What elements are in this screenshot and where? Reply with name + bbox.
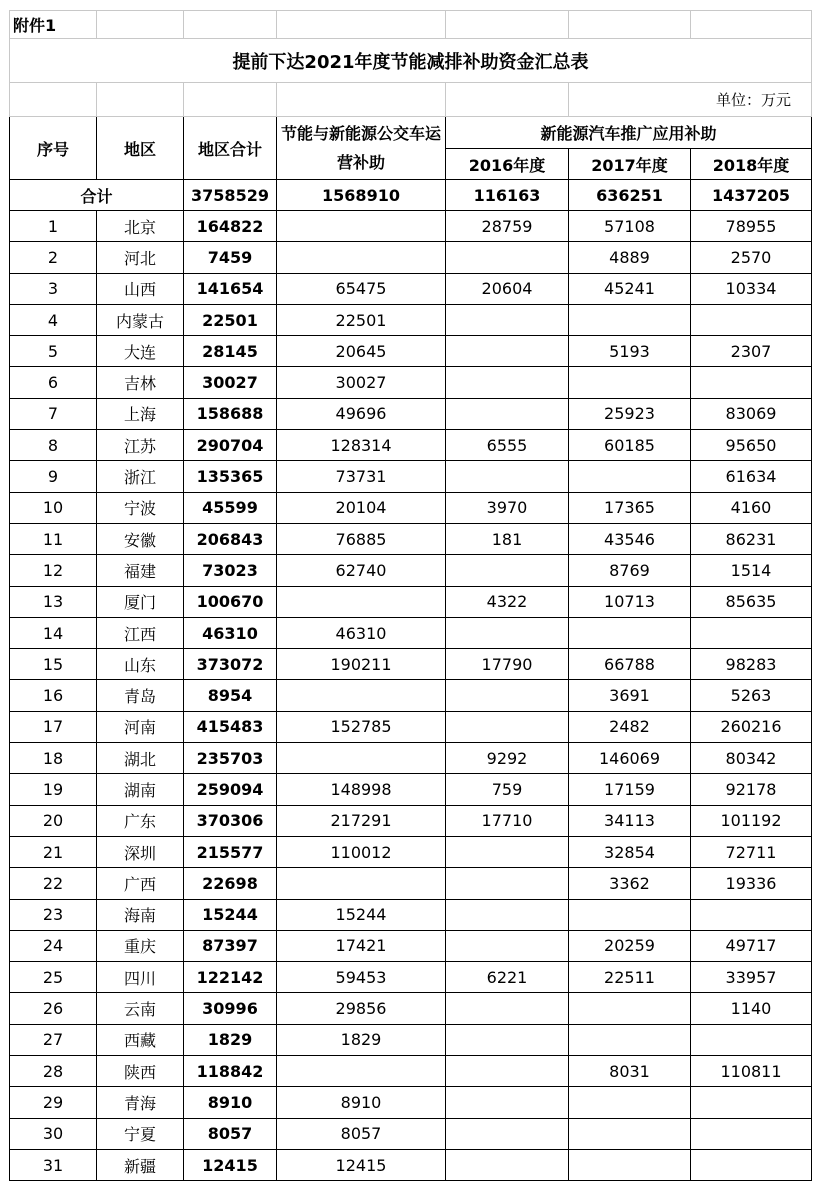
row-region: 江苏 (97, 430, 184, 461)
row-2017: 146069 (569, 743, 691, 774)
row-2016: 20604 (446, 273, 569, 304)
row-no: 25 (10, 962, 97, 993)
row-no: 10 (10, 492, 97, 523)
row-2018: 49717 (691, 930, 812, 961)
row-no: 16 (10, 680, 97, 711)
table-row (10, 868, 812, 899)
row-2016: 759 (446, 774, 569, 805)
row-region-total: 135365 (184, 461, 277, 492)
row-bus-subsidy: 12415 (277, 1149, 446, 1180)
row-no: 18 (10, 743, 97, 774)
row-bus-subsidy: 59453 (277, 962, 446, 993)
row-region-total: 373072 (184, 649, 277, 680)
row-2017: 43546 (569, 523, 691, 554)
row-2016 (446, 398, 569, 429)
row-2017 (569, 993, 691, 1024)
row-2016 (446, 993, 569, 1024)
row-2017: 45241 (569, 273, 691, 304)
row-2018: 1140 (691, 993, 812, 1024)
row-2017: 4889 (569, 242, 691, 273)
row-no: 5 (10, 336, 97, 367)
table-row (10, 836, 812, 867)
row-no: 4 (10, 304, 97, 335)
header-2018: 2018年度 (691, 149, 812, 180)
row-2017: 66788 (569, 649, 691, 680)
row-2018 (691, 367, 812, 398)
row-bus-subsidy: 128314 (277, 430, 446, 461)
row-2016 (446, 930, 569, 961)
row-region-total: 122142 (184, 962, 277, 993)
row-region-total: 28145 (184, 336, 277, 367)
row-bus-subsidy: 46310 (277, 617, 446, 648)
row-region: 重庆 (97, 930, 184, 961)
row-2016 (446, 1087, 569, 1118)
row-region: 湖南 (97, 774, 184, 805)
row-2017: 17159 (569, 774, 691, 805)
row-2017: 2482 (569, 711, 691, 742)
row-2017: 3362 (569, 868, 691, 899)
row-bus-subsidy: 15244 (277, 899, 446, 930)
row-2017 (569, 367, 691, 398)
row-region-total: 100670 (184, 586, 277, 617)
row-2016: 17710 (446, 805, 569, 836)
row-bus-subsidy: 65475 (277, 273, 446, 304)
totals-2016: 116163 (446, 180, 569, 211)
row-2017 (569, 617, 691, 648)
row-bus-subsidy (277, 242, 446, 273)
row-region-total: 158688 (184, 398, 277, 429)
row-bus-subsidy: 152785 (277, 711, 446, 742)
row-2017: 32854 (569, 836, 691, 867)
row-no: 24 (10, 930, 97, 961)
row-2016 (446, 1118, 569, 1149)
attachment-label: 附件1 (10, 11, 97, 39)
row-no: 2 (10, 242, 97, 273)
row-no: 3 (10, 273, 97, 304)
row-bus-subsidy: 73731 (277, 461, 446, 492)
table-row (10, 930, 812, 961)
row-region: 宁夏 (97, 1118, 184, 1149)
row-region: 北京 (97, 211, 184, 242)
row-region-total: 12415 (184, 1149, 277, 1180)
row-2016 (446, 868, 569, 899)
row-2017: 25923 (569, 398, 691, 429)
row-bus-subsidy: 8910 (277, 1087, 446, 1118)
row-region: 青岛 (97, 680, 184, 711)
header-region: 地区 (97, 117, 184, 180)
row-2018: 101192 (691, 805, 812, 836)
table-row (10, 617, 812, 648)
row-2017: 8769 (569, 555, 691, 586)
row-2017: 57108 (569, 211, 691, 242)
totals-2017: 636251 (569, 180, 691, 211)
table-row (10, 1149, 812, 1180)
row-bus-subsidy: 148998 (277, 774, 446, 805)
row-region: 江西 (97, 617, 184, 648)
row-region: 青海 (97, 1087, 184, 1118)
totals-2018: 1437205 (691, 180, 812, 211)
row-2017 (569, 1149, 691, 1180)
row-2017: 8031 (569, 1056, 691, 1087)
row-region: 西藏 (97, 1024, 184, 1055)
row-bus-subsidy (277, 586, 446, 617)
totals-region-total: 3758529 (184, 180, 277, 211)
row-2016 (446, 242, 569, 273)
row-2017: 3691 (569, 680, 691, 711)
row-region: 安徽 (97, 523, 184, 554)
table-row (10, 899, 812, 930)
row-bus-subsidy: 30027 (277, 367, 446, 398)
table-row (10, 993, 812, 1024)
table-row (10, 711, 812, 742)
row-region: 广西 (97, 868, 184, 899)
row-no: 30 (10, 1118, 97, 1149)
row-region: 河南 (97, 711, 184, 742)
row-2017 (569, 899, 691, 930)
row-region: 新疆 (97, 1149, 184, 1180)
table-row (10, 273, 812, 304)
row-no: 21 (10, 836, 97, 867)
row-region-total: 235703 (184, 743, 277, 774)
row-2017 (569, 1087, 691, 1118)
row-region: 福建 (97, 555, 184, 586)
row-region: 浙江 (97, 461, 184, 492)
row-region-total: 1829 (184, 1024, 277, 1055)
row-region-total: 8954 (184, 680, 277, 711)
row-2018: 95650 (691, 430, 812, 461)
row-bus-subsidy: 22501 (277, 304, 446, 335)
row-no: 11 (10, 523, 97, 554)
row-2017 (569, 1118, 691, 1149)
row-region-total: 206843 (184, 523, 277, 554)
row-2018 (691, 1087, 812, 1118)
row-2018: 98283 (691, 649, 812, 680)
row-no: 19 (10, 774, 97, 805)
table-row (10, 586, 812, 617)
row-region-total: 370306 (184, 805, 277, 836)
row-2016 (446, 304, 569, 335)
header-no: 序号 (10, 117, 97, 180)
row-bus-subsidy: 1829 (277, 1024, 446, 1055)
row-bus-subsidy: 76885 (277, 523, 446, 554)
row-region: 山西 (97, 273, 184, 304)
row-bus-subsidy: 62740 (277, 555, 446, 586)
row-2018: 2307 (691, 336, 812, 367)
row-2016: 3970 (446, 492, 569, 523)
table-row (10, 1024, 812, 1055)
row-no: 22 (10, 868, 97, 899)
row-bus-subsidy: 190211 (277, 649, 446, 680)
row-2018 (691, 1118, 812, 1149)
row-2018 (691, 304, 812, 335)
row-region-total: 141654 (184, 273, 277, 304)
header-row-1 (10, 117, 812, 149)
table-row (10, 430, 812, 461)
row-region: 河北 (97, 242, 184, 273)
row-bus-subsidy: 49696 (277, 398, 446, 429)
row-2016: 6555 (446, 430, 569, 461)
row-2016: 4322 (446, 586, 569, 617)
row-2017 (569, 461, 691, 492)
row-2018: 83069 (691, 398, 812, 429)
row-region: 山东 (97, 649, 184, 680)
row-region-total: 259094 (184, 774, 277, 805)
header-nev-subsidy: 新能源汽车推广应用补助 (446, 117, 812, 149)
row-bus-subsidy: 8057 (277, 1118, 446, 1149)
row-region-total: 30027 (184, 367, 277, 398)
attachment-row (10, 11, 812, 39)
row-2018: 10334 (691, 273, 812, 304)
row-no: 8 (10, 430, 97, 461)
row-bus-subsidy: 110012 (277, 836, 446, 867)
row-bus-subsidy: 217291 (277, 805, 446, 836)
row-2017: 5193 (569, 336, 691, 367)
row-no: 6 (10, 367, 97, 398)
row-2018 (691, 617, 812, 648)
row-2017: 34113 (569, 805, 691, 836)
row-no: 14 (10, 617, 97, 648)
row-region-total: 45599 (184, 492, 277, 523)
row-no: 29 (10, 1087, 97, 1118)
row-region-total: 8910 (184, 1087, 277, 1118)
table-row (10, 680, 812, 711)
table-row (10, 555, 812, 586)
row-2018: 72711 (691, 836, 812, 867)
row-2018: 92178 (691, 774, 812, 805)
row-2018 (691, 1024, 812, 1055)
row-2018: 33957 (691, 962, 812, 993)
row-region: 大连 (97, 336, 184, 367)
row-2017: 22511 (569, 962, 691, 993)
row-2018: 2570 (691, 242, 812, 273)
totals-bus: 1568910 (277, 180, 446, 211)
header-region-total: 地区合计 (184, 117, 277, 180)
row-region-total: 8057 (184, 1118, 277, 1149)
row-2017: 60185 (569, 430, 691, 461)
table-row (10, 398, 812, 429)
page-title: 提前下达2021年度节能减排补助资金汇总表 (10, 39, 812, 83)
table-row (10, 1118, 812, 1149)
row-2016: 9292 (446, 743, 569, 774)
header-bus-subsidy: 节能与新能源公交车运营补助 (277, 117, 446, 180)
row-2016 (446, 1024, 569, 1055)
table-row (10, 242, 812, 273)
row-region: 宁波 (97, 492, 184, 523)
row-2018: 1514 (691, 555, 812, 586)
row-2018: 5263 (691, 680, 812, 711)
row-2018: 4160 (691, 492, 812, 523)
row-bus-subsidy (277, 743, 446, 774)
row-2018: 260216 (691, 711, 812, 742)
row-region: 海南 (97, 899, 184, 930)
row-region-total: 22698 (184, 868, 277, 899)
row-region: 云南 (97, 993, 184, 1024)
row-region-total: 30996 (184, 993, 277, 1024)
row-region-total: 7459 (184, 242, 277, 273)
row-2016: 17790 (446, 649, 569, 680)
row-bus-subsidy (277, 680, 446, 711)
row-2018: 85635 (691, 586, 812, 617)
row-2017 (569, 304, 691, 335)
row-2018: 86231 (691, 523, 812, 554)
row-region: 上海 (97, 398, 184, 429)
row-2018: 19336 (691, 868, 812, 899)
table-row (10, 649, 812, 680)
row-2016 (446, 899, 569, 930)
row-no: 1 (10, 211, 97, 242)
row-2016 (446, 1056, 569, 1087)
totals-row (10, 180, 812, 211)
row-no: 20 (10, 805, 97, 836)
row-2016 (446, 836, 569, 867)
row-no: 23 (10, 899, 97, 930)
row-2016 (446, 367, 569, 398)
table-row (10, 1087, 812, 1118)
table-row (10, 962, 812, 993)
row-no: 7 (10, 398, 97, 429)
row-region: 广东 (97, 805, 184, 836)
row-region-total: 215577 (184, 836, 277, 867)
header-2017: 2017年度 (569, 149, 691, 180)
row-region-total: 46310 (184, 617, 277, 648)
row-bus-subsidy (277, 211, 446, 242)
table-row (10, 805, 812, 836)
row-no: 13 (10, 586, 97, 617)
row-no: 26 (10, 993, 97, 1024)
row-2016 (446, 336, 569, 367)
row-no: 12 (10, 555, 97, 586)
row-region: 四川 (97, 962, 184, 993)
row-2016: 6221 (446, 962, 569, 993)
table-row (10, 1056, 812, 1087)
row-no: 28 (10, 1056, 97, 1087)
row-2016: 28759 (446, 211, 569, 242)
row-2016 (446, 711, 569, 742)
row-bus-subsidy (277, 868, 446, 899)
row-2018 (691, 899, 812, 930)
row-2017: 20259 (569, 930, 691, 961)
row-2016 (446, 555, 569, 586)
row-2016 (446, 461, 569, 492)
row-2018: 110811 (691, 1056, 812, 1087)
row-region-total: 164822 (184, 211, 277, 242)
title-row (10, 39, 812, 83)
row-no: 31 (10, 1149, 97, 1180)
row-region-total: 118842 (184, 1056, 277, 1087)
row-region-total: 87397 (184, 930, 277, 961)
row-region-total: 15244 (184, 899, 277, 930)
unit-label: 单位：万元 (569, 83, 812, 117)
table-row (10, 304, 812, 335)
subsidy-table (9, 10, 812, 1181)
row-region: 陕西 (97, 1056, 184, 1087)
row-region: 厦门 (97, 586, 184, 617)
header-2016: 2016年度 (446, 149, 569, 180)
row-2016: 181 (446, 523, 569, 554)
row-region-total: 73023 (184, 555, 277, 586)
row-bus-subsidy: 29856 (277, 993, 446, 1024)
row-2017: 17365 (569, 492, 691, 523)
row-2016 (446, 1149, 569, 1180)
table-row (10, 211, 812, 242)
row-2016 (446, 680, 569, 711)
table-row (10, 523, 812, 554)
table-row (10, 367, 812, 398)
row-no: 27 (10, 1024, 97, 1055)
row-2018 (691, 1149, 812, 1180)
row-region: 湖北 (97, 743, 184, 774)
row-bus-subsidy: 17421 (277, 930, 446, 961)
table-row (10, 492, 812, 523)
row-region: 吉林 (97, 367, 184, 398)
table-row (10, 774, 812, 805)
row-bus-subsidy (277, 1056, 446, 1087)
row-bus-subsidy: 20104 (277, 492, 446, 523)
row-2018: 80342 (691, 743, 812, 774)
row-bus-subsidy: 20645 (277, 336, 446, 367)
table-row (10, 461, 812, 492)
row-2018: 61634 (691, 461, 812, 492)
totals-label: 合计 (10, 180, 184, 211)
row-no: 17 (10, 711, 97, 742)
row-region: 内蒙古 (97, 304, 184, 335)
row-no: 9 (10, 461, 97, 492)
table-row (10, 743, 812, 774)
row-region-total: 290704 (184, 430, 277, 461)
row-region: 深圳 (97, 836, 184, 867)
row-no: 15 (10, 649, 97, 680)
row-2017 (569, 1024, 691, 1055)
unit-row (10, 83, 812, 117)
row-2017: 10713 (569, 586, 691, 617)
row-2018: 78955 (691, 211, 812, 242)
row-region-total: 22501 (184, 304, 277, 335)
row-2016 (446, 617, 569, 648)
table-row (10, 336, 812, 367)
row-region-total: 415483 (184, 711, 277, 742)
